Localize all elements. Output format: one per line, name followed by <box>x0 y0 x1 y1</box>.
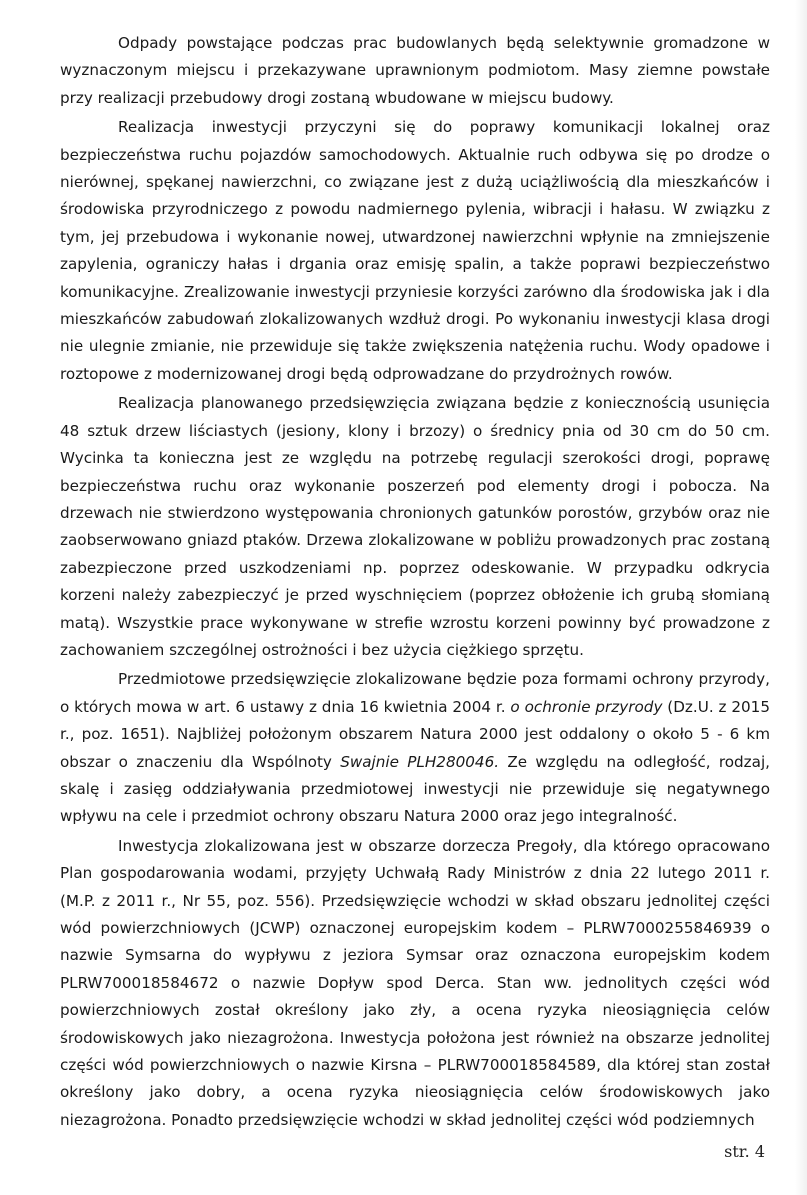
italic-text-segment: o ochronie przyrody <box>510 697 663 716</box>
text-segment: Realizacja inwestycji przyczyni się do poprawy komunikacji lokalnej oraz bezpieczeństwa ruchu pojazdów samochodowych. Aktualnie ruch odbywa się po drodze o nierównej, spękanej nawierzchni, co związane jest z dużą uciążliwością dla mieszkańców i środowiska przyrodniczego z powodu nadmiernego pylenia, wibracji i hałasu. W związku z tym, jej przebudowa i wykonanie nowej, utwardzonej nawierzchni wpłynie na zmniejszenie zapylenia, ograniczy hałas i drgania oraz emisję spalin, a także poprawi bezpieczeństwo komunikacyjne. Zrealizowanie inwestycji przyniesie korzyści zarówno dla środowiska jak i dla mieszkańców zabudowań zlokalizowanych wzdłuż drogi. Po wykonaniu inwestycji klasa drogi nie ulegnie zmianie, nie przewiduje się także zwiększenia natężenia ruchu. Wody opadowe i roztopowe z modernizowanej drogi będą odprowadzane do przydrożnych rowów. <box>60 118 770 383</box>
document-body <box>60 30 770 1134</box>
body-paragraph <box>60 833 770 1134</box>
italic-text-segment: Swajnie PLH280046. <box>340 752 500 771</box>
body-paragraph <box>60 666 770 830</box>
text-segment: Realizacja planowanego przedsięwzięcia związana będzie z koniecznością usunięcia 48 sztuk drzew liściastych (jesiony, klony i brzozy) o średnicy pnia od 30 cm do 50 cm. Wycinka ta konieczna jest ze względu na potrzebę regulacji szerokości drogi, poprawę bezpieczeństwa ruchu oraz wykonanie poszerzeń pod elementy drogi i pobocza. Na drzewach nie stwierdzono występowania chronionych gatunków porostów, grzybów oraz nie zaobserwowano gniazd ptaków. Drzewa zlokalizowane w pobliżu prowadzonych prac zostaną zabezpieczone przed uszkodzeniami np. poprzez odeskowanie. W przypadku odkrycia korzeni należy zabezpieczyć je przed wyschnięciem (poprzez obłożenie ich grubą słomianą matą). Wszystkie prace wykonywane w strefie wzrostu korzeni powinny być prowadzone z zachowaniem szczególnej ostrożności i bez użycia ciężkiego sprzętu. <box>60 394 770 659</box>
text-segment: (Dz.U. z 2015 r., poz. 1651). Najbliżej położonym obszarem Natura 2000 jest oddalony o około 5 - 6 km obszar o znaczeniu dla Wspólnoty <box>60 697 770 771</box>
scan-edge-shadow <box>795 0 807 1195</box>
text-segment: Inwestycja zlokalizowana jest w obszarze dorzecza Pregoły, dla którego opracowano Plan gospodarowania wodami, przyjęty Uchwałą Rady Ministrów z dnia 22 lutego 2011 r. (M.P. z 2011 r., Nr 55, poz. 556). Przedsięwzięcie wchodzi w skład obszaru jednolitej części wód powierzchniowych (JCWP) oznaczonej europejskim kodem – PLRW7000255846939 o nazwie Symsarna do wypływu z jeziora Symsar oraz oznaczona europejskim kodem PLRW700018584672 o nazwie Dopływ spod Derca. Stan ww. jednolitych części wód powierzchniowych został określony jako zły, a ocena ryzyka nieosiągnięcia celów środowiskowych jako niezagrożona. Inwestycja położona jest również na obszarze jednolitej części wód powierzchniowych o nazwie Kirsna – PLRW700018584589, dla której stan został określony jako dobry, a ocena ryzyka nieosiągnięcia celów środowiskowych jako niezagrożona. Ponadto przedsięwzięcie wchodzi w skład jednolitej części wód podziemnych <box>60 836 770 1129</box>
text-segment: Przedmiotowe przedsięwzięcie zlokalizowane będzie poza formami ochrony przyrody, o których mowa w art. 6 ustawy z dnia 16 kwietnia 2004 r. <box>60 670 770 716</box>
page-number: str. 4 <box>724 1142 765 1161</box>
text-segment: Odpady powstające podczas prac budowlanych będą selektywnie gromadzone w wyznaczonym miejscu i przekazywane uprawnionym podmiotom. Masy ziemne powstałe przy realizacji przebudowy drogi zostaną wbudowane w miejscu budowy. <box>60 34 770 107</box>
body-paragraph <box>60 114 770 388</box>
text-segment: Ze względu na odległość, rodzaj, skalę i zasięg oddziaływania przedmiotowej inwestycji nie przewiduje się negatywnego wpływu na cele i przedmiot ochrony obszaru Natura 2000 oraz jego integralność. <box>60 752 771 826</box>
body-paragraph <box>60 30 770 112</box>
body-paragraph <box>60 390 770 664</box>
document-page <box>60 30 770 1195</box>
